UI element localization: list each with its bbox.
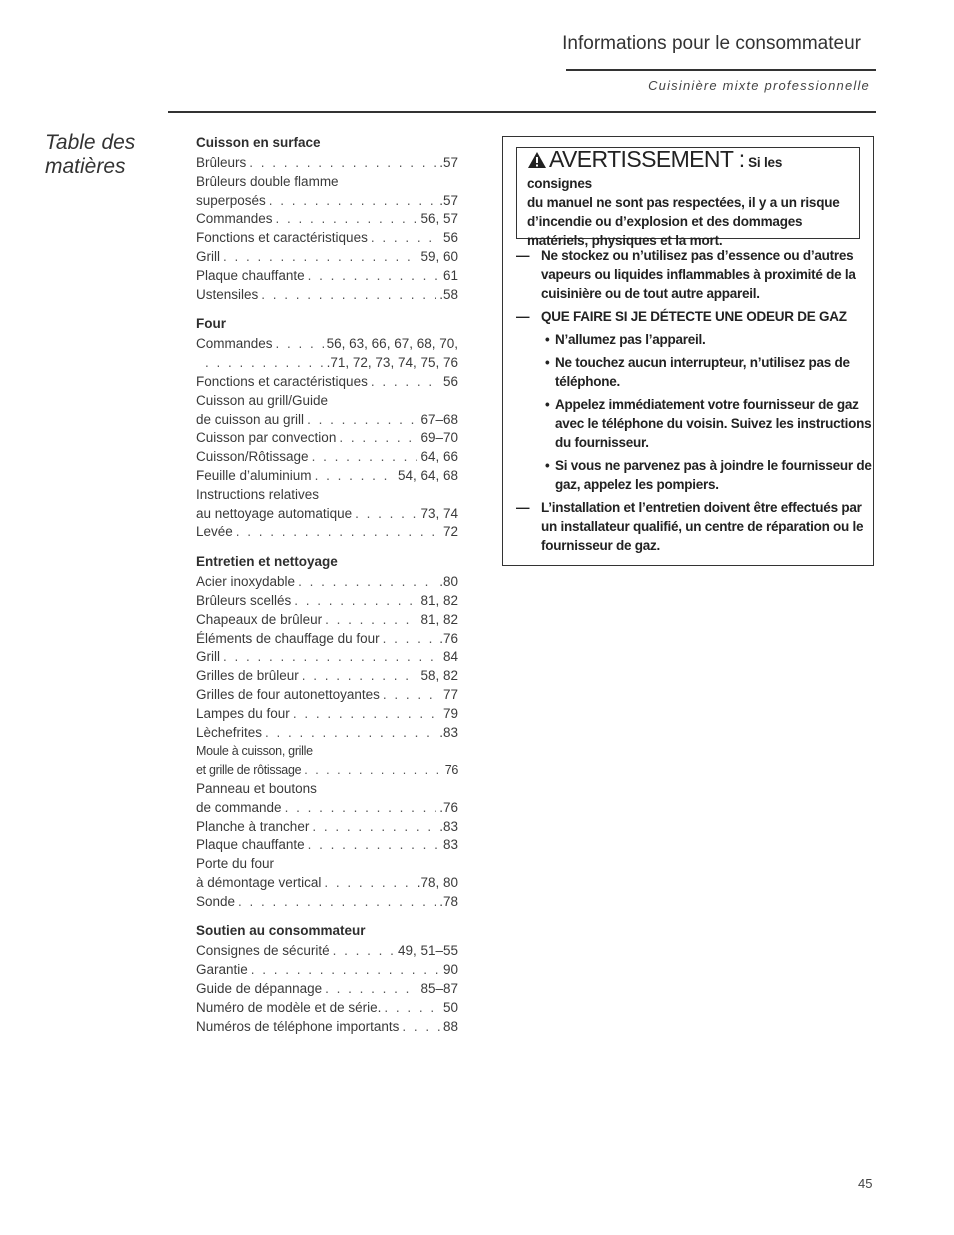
- toc-entry: [196, 229, 458, 248]
- toc-entry-page: 79: [442, 705, 458, 721]
- toc-leader-dots: [308, 267, 440, 286]
- warning-header-box: [516, 146, 860, 248]
- toc-entry-page: .80: [439, 574, 458, 590]
- toc-entry-page: 88: [442, 1018, 458, 1034]
- page-header-title: Informations pour le consommateur: [562, 33, 861, 54]
- toc-leader-dots: [315, 467, 395, 486]
- toc-entry-page: 73, 74: [420, 505, 458, 521]
- toc-entry-page: 58, 82: [420, 668, 458, 684]
- toc-entry-label: Garantie: [196, 962, 248, 978]
- toc-leader-dots: [308, 836, 440, 855]
- toc-entry-label: au nettoyage automatique: [196, 505, 353, 521]
- toc-leader-dots: [312, 448, 418, 467]
- toc-entry: [196, 373, 458, 392]
- toc-entry-page: 76: [444, 763, 458, 778]
- warning-item: — Ne stockez ou n’utilisez pas d’essence ou d’autres vapeurs ou liquides inflammables à proximité de la cuisinière ou de tout autre appareil.: [516, 248, 856, 301]
- toc-entry: [196, 630, 458, 649]
- toc-entry-page: 69–70: [420, 430, 458, 446]
- toc-entry-page: .83: [439, 724, 458, 740]
- toc-entry-page: 85–87: [420, 981, 458, 997]
- toc-heading-text: Table des matières: [45, 131, 136, 178]
- toc-entry: [196, 724, 458, 743]
- warning-text: du manuel ne sont pas respectées, il y a un risque d’incendie ou d’explosion et des dommages matériels, physiques et la mort.: [527, 195, 840, 248]
- toc-entry: [196, 154, 458, 173]
- toc-leader-dots: [276, 210, 418, 229]
- toc-entry-label: Éléments de chauffage du four: [196, 630, 380, 646]
- toc-entry: [196, 799, 458, 818]
- toc-entry-page: .57: [439, 155, 458, 170]
- toc-leader-dots: [261, 286, 436, 305]
- toc-entry-page: .83: [439, 818, 458, 834]
- toc-entry: [196, 505, 458, 524]
- toc-entry-page: 81, 82: [420, 611, 458, 627]
- warning-word: AVERTISSEMENT :: [549, 146, 745, 172]
- toc-entry: [196, 286, 458, 305]
- toc-entry-page: 84: [442, 649, 458, 665]
- header-rule-bottom: [168, 111, 876, 113]
- toc-entry-page: 72: [442, 524, 458, 540]
- warning-bullet: • Ne touchez aucun interrupteur, n’utilisez pas de téléphone.: [545, 355, 850, 389]
- toc-leader-dots: [251, 961, 440, 980]
- toc-entry: [196, 818, 458, 837]
- toc-entry: [196, 761, 458, 780]
- toc-section-title: Entretien et nettoyage: [196, 554, 338, 570]
- toc-entry-page: 54, 64, 68: [397, 467, 458, 483]
- toc-leader-dots: [236, 523, 440, 542]
- toc-entry: [196, 467, 458, 486]
- toc-entry: [196, 836, 458, 855]
- toc-entry-label: Grilles de brûleur: [196, 668, 299, 684]
- toc-leader-dots: [269, 192, 436, 211]
- toc-leader-dots: [324, 874, 413, 893]
- toc-leader-dots: [312, 818, 436, 837]
- toc-entry: [196, 592, 458, 611]
- toc-entry-label: Planche à trancher: [196, 818, 310, 834]
- toc-entry: [196, 999, 458, 1018]
- toc-entry: Brûleurs double flamme: [196, 173, 339, 189]
- warning-title-line: [527, 146, 849, 193]
- toc-entry-page: .78: [439, 893, 458, 909]
- toc-section: [196, 314, 458, 542]
- toc-entry-label: Ustensiles: [196, 286, 259, 302]
- warning-bullets: [545, 330, 872, 494]
- toc-leader-dots: [371, 229, 440, 248]
- toc-entry-page: .76: [439, 630, 458, 646]
- toc-entry: [196, 648, 458, 667]
- toc-entry: [196, 611, 458, 630]
- toc-leader-dots: [371, 373, 440, 392]
- toc-leader-dots: [294, 592, 417, 611]
- toc-entry: [196, 448, 458, 467]
- toc-leader-dots: [223, 648, 440, 667]
- toc-leader-dots: [304, 761, 441, 780]
- toc-entry-label: Numéros de téléphone importants: [196, 1018, 400, 1034]
- toc-entry-page: 59, 60: [420, 248, 458, 264]
- toc-section: [196, 921, 458, 1036]
- toc-leader-dots: [223, 248, 417, 267]
- toc-entry-label: Plaque chauffante: [196, 837, 305, 853]
- warning-bullet: • N’allumez pas l’appareil.: [545, 332, 706, 347]
- toc-entry: [196, 961, 458, 980]
- toc-entry-page: .76: [439, 799, 458, 815]
- toc-entry: [196, 429, 458, 448]
- toc-entry-page: .71, 72, 73, 74, 75, 76: [326, 355, 458, 371]
- page-number: 45: [858, 1176, 873, 1191]
- toc-entry-label: Consignes de sécurité: [196, 943, 330, 959]
- toc-entry-label: et grille de rôtissage: [196, 763, 302, 778]
- toc-entry: [196, 248, 458, 267]
- toc-entry-label: Levée: [196, 524, 233, 540]
- toc-entry-page: .78, 80: [416, 874, 458, 890]
- toc-entry-label: Lèchefrites: [196, 724, 263, 740]
- toc-entry-page: 56, 57: [420, 211, 458, 227]
- toc-entry-label: Numéro de modèle et de série.: [196, 999, 382, 1015]
- toc-entry-label: Sonde: [196, 893, 236, 909]
- toc-leader-dots: [307, 411, 417, 430]
- toc-entry: Moule à cuisson, grille: [196, 744, 313, 759]
- toc-entry: [196, 686, 458, 705]
- toc-leader-dots: [339, 429, 417, 448]
- toc-section-title: Four: [196, 316, 226, 332]
- toc-entry-page: 56: [442, 230, 458, 246]
- page-header-subtitle: Cuisinière mixte professionnelle: [648, 78, 870, 93]
- toc-leader-dots: [238, 893, 436, 912]
- toc-entry-page: .58: [439, 286, 458, 302]
- toc-entry-page: 49, 51–55: [397, 943, 458, 959]
- warning-list: [516, 246, 872, 559]
- toc-entry-label: Grill: [196, 248, 220, 264]
- toc-entry-label: Fonctions et caractéristiques: [196, 230, 368, 246]
- toc-entry-page: .57: [439, 192, 458, 208]
- toc-leader-dots: [298, 573, 436, 592]
- toc-entry: Instructions relatives: [196, 486, 320, 502]
- toc-entry: Porte du four: [196, 856, 275, 872]
- toc-entry: [196, 354, 458, 373]
- toc-entry-label: Commandes: [196, 336, 273, 352]
- toc-entry-label: Cuisson/Rôtissage: [196, 449, 309, 465]
- warning-bullet: • Si vous ne parvenez pas à joindre le fournisseur de gaz, appelez les pompiers.: [545, 458, 872, 492]
- toc-entry-label: de cuisson au grill: [196, 411, 305, 427]
- toc-section: [196, 133, 458, 304]
- toc-entry: [196, 667, 458, 686]
- toc-entry-page: 67–68: [420, 411, 458, 427]
- toc-entry-page: 50: [442, 999, 458, 1015]
- toc-leader-dots: [285, 799, 437, 818]
- toc-entry-label: superposés: [196, 192, 266, 208]
- toc-entry-label: Fonctions et caractéristiques: [196, 373, 368, 389]
- toc-entry: [196, 411, 458, 430]
- toc-entry: [196, 874, 458, 893]
- warning-bullet: • Appelez immédiatement votre fournisseur de gaz avec le téléphone du voisin. Suivez les instructions du fournisseur.: [545, 397, 872, 450]
- toc-entry-page: 77: [442, 686, 458, 702]
- toc-entry-label: Brûleurs: [196, 155, 247, 170]
- toc-entry-page: 61: [442, 267, 458, 283]
- toc-entry: [196, 893, 458, 912]
- warning-lead: Si les consignes: [527, 155, 783, 191]
- toc-entry: [196, 942, 458, 961]
- toc-leader-dots: [325, 980, 417, 999]
- toc-entry-label: Guide de dépannage: [196, 981, 323, 997]
- toc-entry-page: 83: [442, 837, 458, 853]
- toc-entry-label: Acier inoxydable: [196, 574, 296, 590]
- toc-section: [196, 552, 458, 911]
- toc-entry: [196, 335, 458, 354]
- toc-entry-label: Commandes: [196, 211, 273, 227]
- toc-entry-label: Grilles de four autonettoyantes: [196, 686, 380, 702]
- toc-entry: Cuisson au grill/Guide: [196, 392, 329, 408]
- toc-leader-dots: [355, 505, 417, 524]
- toc-entry: [196, 210, 458, 229]
- toc-entry-label: Chapeaux de brûleur: [196, 611, 323, 627]
- toc-entry: [196, 705, 458, 724]
- warning-item: — QUE FAIRE SI JE DÉTECTE UNE ODEUR DE GAZ: [516, 309, 847, 324]
- warning-triangle-icon: [527, 151, 547, 174]
- toc-entry: [196, 980, 458, 999]
- toc-entry-label: de commande: [196, 799, 282, 815]
- header-rule-top: [566, 69, 876, 71]
- toc-entry: [196, 1018, 458, 1037]
- toc-leader-dots: [384, 999, 440, 1018]
- toc-entry-page: 81, 82: [420, 592, 458, 608]
- toc-entry-page: 64, 66: [420, 449, 458, 465]
- toc-leader-dots: [325, 611, 417, 630]
- toc-entry: [196, 267, 458, 286]
- toc-leader-dots: [302, 667, 418, 686]
- toc-leader-dots: [249, 154, 436, 173]
- toc-leader-dots: [276, 335, 324, 354]
- toc-entry-label: Cuisson par convection: [196, 430, 337, 446]
- toc-leader-dots: [383, 630, 437, 649]
- toc-entry: [196, 573, 458, 592]
- toc-entry: Panneau et boutons: [196, 780, 317, 796]
- toc-leader-dots: [293, 705, 440, 724]
- warning-item: — L’installation et l’entretien doivent être effectués par un installateur qualifié, un centre de réparation ou le fournisseur de gaz.: [516, 500, 864, 553]
- toc-leader-dots: [383, 686, 440, 705]
- toc-leader-dots: [205, 354, 324, 373]
- toc-leader-dots: [402, 1018, 440, 1037]
- toc-entry-label: Grill: [196, 649, 220, 665]
- toc-entry-label: Lampes du four: [196, 705, 290, 721]
- table-of-contents: [196, 133, 458, 1036]
- toc-leader-dots: [265, 724, 436, 743]
- toc-entry-label: à démontage vertical: [196, 874, 322, 890]
- toc-entry-label: Feuille d’aluminium: [196, 467, 312, 483]
- toc-entry-page: 56: [442, 373, 458, 389]
- toc-entry-page: 90: [442, 962, 458, 978]
- toc-section-title: Cuisson en surface: [196, 135, 321, 150]
- toc-entry-page: 56, 63, 66, 67, 68, 70,: [326, 336, 458, 352]
- toc-entry-label: Brûleurs scellés: [196, 592, 292, 608]
- toc-section-title: Soutien au consommateur: [196, 923, 366, 939]
- toc-entry-label: Plaque chauffante: [196, 267, 305, 283]
- toc-leader-dots: [333, 942, 395, 961]
- toc-heading: [45, 131, 175, 179]
- toc-entry: [196, 523, 458, 542]
- toc-entry: [196, 192, 458, 211]
